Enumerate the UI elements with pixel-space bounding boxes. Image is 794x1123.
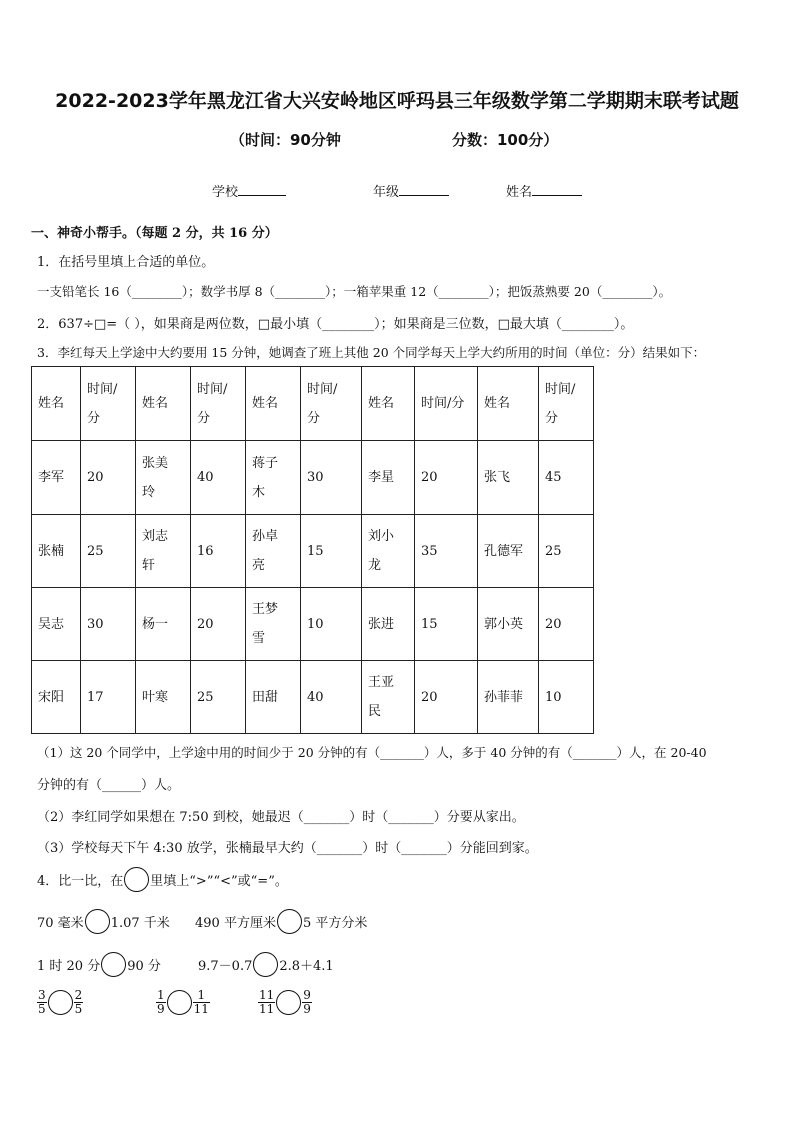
q3-part2: （2）李红同学如果想在 7:50 到校，她最迟（_______）时（_______）分要从家出。 — [37, 810, 525, 825]
table-cell: 宋阳 — [32, 661, 81, 734]
fraction: $\frac{9}{9}$ — [303, 988, 311, 1016]
table-header-cell: 时间/ 分 — [539, 367, 594, 441]
answer-circle[interactable] — [48, 990, 73, 1015]
table-cell: 15 — [415, 588, 478, 661]
table-cell: 45 — [539, 441, 594, 515]
school-label: 学校 — [212, 185, 239, 200]
table-header-cell: 姓名 — [362, 367, 415, 441]
table-header-cell: 时间/ 分 — [81, 367, 136, 441]
answer-circle[interactable] — [253, 952, 278, 977]
table-cell: 叶寒 — [136, 661, 191, 734]
q4-intro-start: 4．比一比，在 — [37, 874, 124, 889]
table-cell: 张楠 — [32, 515, 81, 588]
table-cell: 王梦 雪 — [246, 588, 301, 661]
compare-left: 70 毫米 — [37, 916, 84, 931]
table-header-cell: 姓名 — [478, 367, 539, 441]
answer-circle[interactable] — [101, 952, 126, 977]
table-row — [32, 588, 594, 661]
q4-compare-4 — [198, 952, 334, 977]
table-cell: 李军 — [32, 441, 81, 515]
name-blank — [532, 182, 582, 196]
table-cell: 20 — [415, 441, 478, 515]
compare-left: 9.7－0.7 — [198, 959, 253, 974]
table-header-cell: 时间/ 分 — [301, 367, 362, 441]
table-cell: 25 — [81, 515, 136, 588]
table-cell: 30 — [301, 441, 362, 515]
table-cell: 20 — [415, 661, 478, 734]
q3-part3: （3）学校每天下午 4:30 放学，张楠最早大约（_______）时（_______）分能回到家。 — [37, 841, 538, 856]
table-cell: 刘志 轩 — [136, 515, 191, 588]
fraction: $\frac{1}{11}$ — [193, 988, 209, 1016]
table-cell: 10 — [301, 588, 362, 661]
q4-fraction-compare-2 — [156, 989, 210, 1016]
q3-intro: 3．李红每天上学途中大约要用 15 分钟，她调查了班上其他 20 个同学每天上学大约所用的时间（单位：分）结果如下： — [37, 345, 706, 360]
exam-score: 分数：100分） — [452, 131, 559, 149]
compare-left: 490 平方厘米 — [195, 916, 276, 931]
q1-intro: 1．在括号里填上合适的单位。 — [37, 255, 215, 270]
table-header-cell: 时间/分 — [415, 367, 478, 441]
school-blank — [238, 182, 286, 196]
answer-circle[interactable] — [276, 990, 301, 1015]
fraction: $\frac{2}{5}$ — [74, 988, 83, 1016]
table-row — [32, 515, 594, 588]
table-header-cell: 姓名 — [246, 367, 301, 441]
q3-part1-line2: 分钟的有（______）人。 — [37, 778, 181, 793]
table-cell: 20 — [191, 588, 246, 661]
table-cell: 10 — [539, 661, 594, 734]
section-heading: 一、神奇小帮手。（每题 2 分，共 16 分） — [31, 226, 278, 241]
table-header-row — [32, 367, 594, 441]
table-cell: 吴志 — [32, 588, 81, 661]
table-cell: 35 — [415, 515, 478, 588]
compare-circle-icon — [124, 867, 149, 892]
table-cell: 张美 玲 — [136, 441, 191, 515]
q4-compare-1 — [37, 909, 170, 934]
q4-intro — [37, 867, 288, 892]
q4-fraction-compare-1 — [37, 989, 83, 1016]
table-cell: 杨一 — [136, 588, 191, 661]
q3-part1-line1: （1）这 20 个同学中，上学途中用的时间少于 20 分钟的有（_______）人，多于 40 分钟的有（_______）人，在 20-40 — [37, 745, 707, 760]
fraction: $\frac{3}{5}$ — [38, 988, 46, 1016]
fraction: $\frac{11}{11}$ — [259, 988, 275, 1016]
table-header-cell: 姓名 — [32, 367, 81, 441]
table-cell: 16 — [191, 515, 246, 588]
answer-circle[interactable] — [85, 909, 110, 934]
table-cell: 40 — [301, 661, 362, 734]
compare-right: 5 平方分米 — [302, 916, 368, 931]
answer-circle[interactable] — [277, 909, 302, 934]
table-cell: 40 — [191, 441, 246, 515]
table-cell: 25 — [191, 661, 246, 734]
table-cell: 张进 — [362, 588, 415, 661]
compare-right: 1.07 千米 — [110, 916, 170, 931]
name-label: 姓名 — [506, 185, 533, 200]
commute-time-table — [31, 366, 594, 734]
table-cell: 17 — [81, 661, 136, 734]
table-cell: 孔德军 — [478, 515, 539, 588]
table-cell: 李星 — [362, 441, 415, 515]
exam-time: （时间：90分钟 — [230, 131, 341, 149]
compare-right: 90 分 — [127, 959, 161, 974]
table-cell: 20 — [81, 441, 136, 515]
page-title: 2022-2023学年黑龙江省大兴安岭地区呼玛县三年级数学第二学期期末联考试题 — [55, 90, 739, 112]
q2-text: 2．637÷□=（ ），如果商是两位数，□最小填（________）；如果商是三位数，□最大填（________）。 — [37, 317, 634, 332]
compare-right: 2.8＋4.1 — [279, 959, 334, 974]
compare-left: 1 时 20 分 — [37, 959, 101, 974]
table-cell: 20 — [539, 588, 594, 661]
table-cell: 30 — [81, 588, 136, 661]
table-header-cell: 姓名 — [136, 367, 191, 441]
table-cell: 王亚 民 — [362, 661, 415, 734]
q4-compare-3 — [37, 952, 161, 977]
school-field — [212, 181, 286, 200]
table-cell: 田甜 — [246, 661, 301, 734]
grade-label: 年级 — [373, 185, 400, 200]
table-cell: 郭小英 — [478, 588, 539, 661]
q4-fraction-compare-3 — [258, 989, 312, 1016]
table-cell: 15 — [301, 515, 362, 588]
table-cell: 蒋子 木 — [246, 441, 301, 515]
answer-circle[interactable] — [167, 990, 192, 1015]
table-cell: 刘小 龙 — [362, 515, 415, 588]
table-row — [32, 661, 594, 734]
name-field — [506, 181, 582, 200]
table-cell: 25 — [539, 515, 594, 588]
table-header-cell: 时间/ 分 — [191, 367, 246, 441]
table-row — [32, 441, 594, 515]
table-cell: 孙菲菲 — [478, 661, 539, 734]
grade-blank — [399, 182, 449, 196]
q4-intro-end: 里填上“>”“<”或“=”。 — [150, 874, 288, 889]
q4-compare-2 — [195, 909, 367, 934]
q1-body: 一支铅笔长 16（________）；数学书厚 8（________）；一箱苹果重 12（________）；把饭蒸熟要 20（________）。 — [37, 284, 672, 299]
table-cell: 张飞 — [478, 441, 539, 515]
fraction: $\frac{1}{9}$ — [157, 988, 165, 1016]
grade-field — [373, 181, 449, 200]
table-cell: 孙卓 亮 — [246, 515, 301, 588]
